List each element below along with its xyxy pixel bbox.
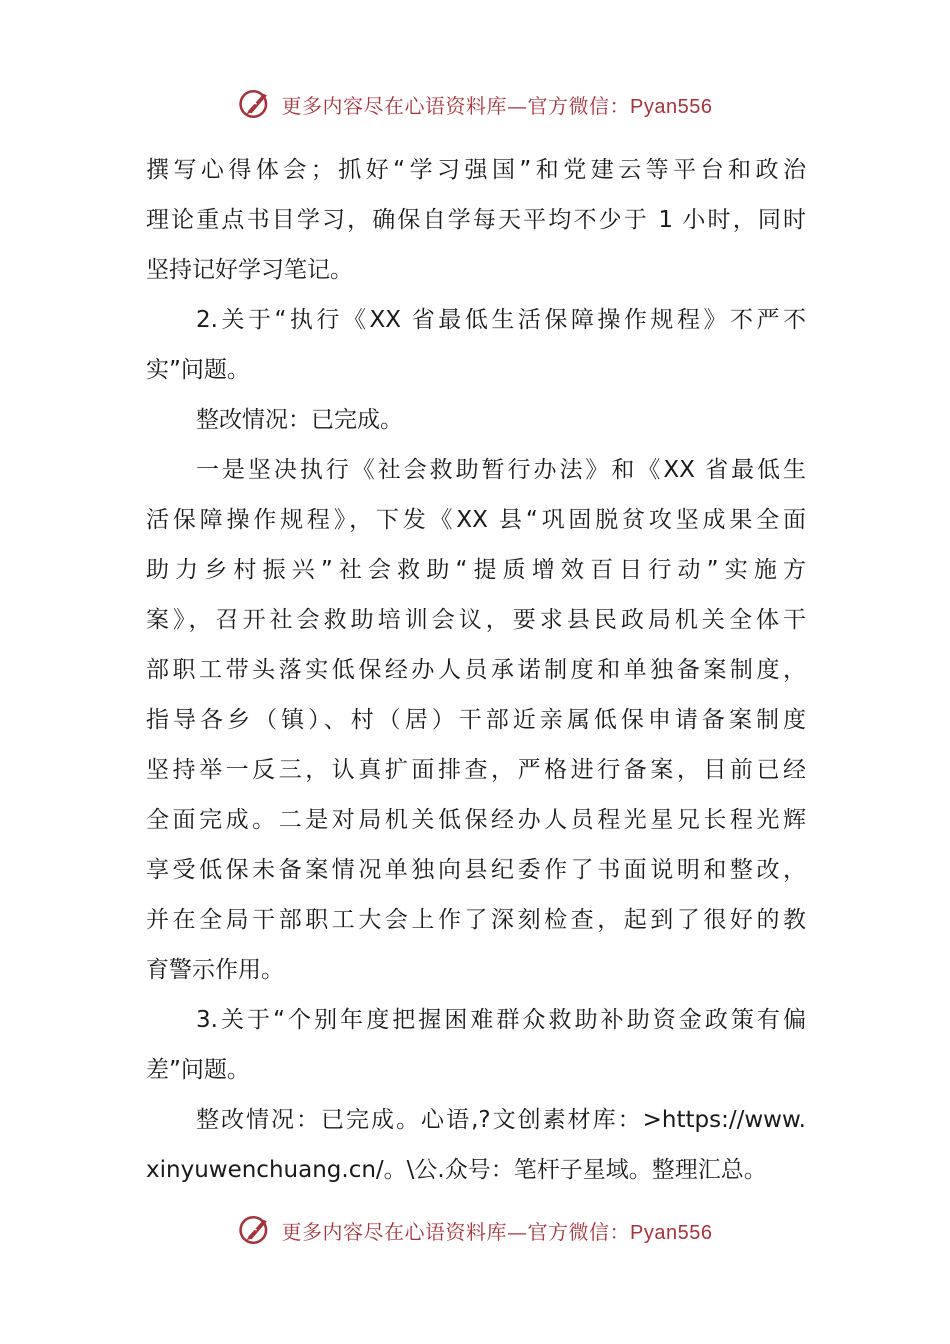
section-heading: 2.关于“执行《XX 省最低生活保障操作规程》不严不 xyxy=(196,307,806,333)
text-line: 坚持举一反三，认真扩面排查，严格进行备案，目前已经 xyxy=(146,757,806,783)
text-line: 一是坚决执行《社会救助暂行办法》和《XX 省最低生 xyxy=(196,457,806,483)
text-line: 部职工带头落实低保经办人员承诺制度和单独备案制度， xyxy=(146,657,806,683)
pen-logo-icon xyxy=(238,87,272,121)
document-body xyxy=(146,145,806,1195)
text-line: 实”问题。 xyxy=(146,357,250,383)
text-line: 坚持记好学习笔记。 xyxy=(146,257,353,283)
pen-logo-icon xyxy=(238,1213,272,1247)
status-line: 整改情况：已完成。心语,?文创素材库：>https://www. xyxy=(196,1107,806,1133)
text-line: 并在全局干部职工大会上作了深刻检查，起到了很好的教 xyxy=(146,907,806,933)
text-line: 指导各乡（镇）、村（居）干部近亲属低保申请备案制度 xyxy=(146,707,806,733)
text-line: 活保障操作规程》，下发《XX 县“巩固脱贫攻坚成果全面 xyxy=(146,507,806,533)
header-watermark xyxy=(0,82,950,126)
footer-watermark xyxy=(0,1208,950,1252)
text-line: 案》，召开社会救助培训会议，要求县民政局机关全体干 xyxy=(146,607,806,633)
text-line: 全面完成。二是对局机关低保经办人员程光星兄长程光辉 xyxy=(146,807,806,833)
status-line: 整改情况：已完成。 xyxy=(196,407,403,433)
text-line: xinyuwenchuang.cn/。\公.众号：笔杆子星域。整理汇总。 xyxy=(146,1157,767,1183)
text-line: 差”问题。 xyxy=(146,1057,250,1083)
watermark-text: 更多内容尽在心语资料库—官方微信：Pyan556 xyxy=(281,93,713,118)
section-heading: 3.关于“个别年度把握困难群众救助补助资金政策有偏 xyxy=(196,1007,806,1033)
text-line: 享受低保未备案情况单独向县纪委作了书面说明和整改， xyxy=(146,857,806,883)
text-line: 理论重点书目学习，确保自学每天平均不少于 1 小时，同时 xyxy=(146,207,806,233)
text-line: 助力乡村振兴”社会救助“提质增效百日行动”实施方 xyxy=(146,557,806,583)
watermark-text: 更多内容尽在心语资料库—官方微信：Pyan556 xyxy=(281,1219,713,1244)
wechat-id: Pyan556 xyxy=(630,95,713,118)
text-line: 育警示作用。 xyxy=(146,957,284,983)
text-line: 撰写心得体会；抓好“学习强国”和党建云等平台和政治 xyxy=(146,157,806,183)
wechat-id: Pyan556 xyxy=(630,1221,713,1244)
